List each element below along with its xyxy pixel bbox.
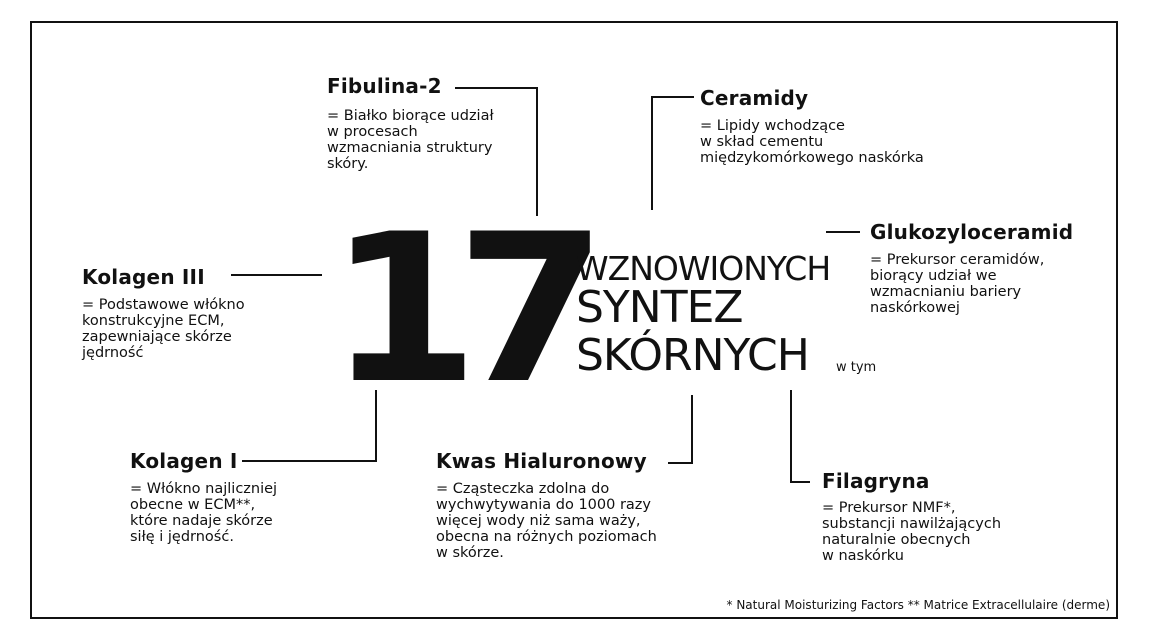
glukozyloceramid-desc: = Prekursor ceramidów, biorący udział we wzmacnianiu bariery naskórkowej	[870, 252, 1045, 316]
kolagen3-desc: = Podstawowe włókno konstrukcyjne ECM, zapewniające skórze jędrność	[82, 297, 245, 361]
fibulina-desc: = Białko biorące udział w procesach wzmacniania struktury skóry.	[327, 108, 494, 172]
ceramidy-desc: = Lipidy wchodzące w skład cementu międzykomórkowego naskórka	[700, 118, 924, 166]
connector-filagryna	[791, 390, 810, 482]
ceramidy-title: Ceramidy	[700, 86, 809, 110]
filagryna-title: Filagryna	[822, 469, 930, 493]
footnote: * Natural Moisturizing Factors ** Matrice Extracellulaire (derme)	[726, 598, 1110, 612]
connector-ceramidy	[652, 97, 694, 210]
headline-suffix: w tym	[836, 360, 877, 375]
kwas-title: Kwas Hialuronowy	[436, 449, 647, 473]
kwas-desc: = Cząsteczka zdolna do wychwytywania do 1000 razy więcej wody niż sama waży, obecna na różnych poziomach w skórze.	[436, 481, 657, 561]
kolagen1-desc: = Włókno najliczniej obecne w ECM**, które nadaje skórze siłę i jędrność.	[130, 481, 278, 545]
headline-line2: SYNTEZ	[576, 282, 743, 333]
headline-line3: SKÓRNYCH	[576, 330, 809, 381]
filagryna-desc: = Prekursor NMF*, substancji nawilżających naturalnie obecnych w naskórku	[822, 500, 1002, 564]
connector-kwas	[668, 395, 692, 463]
kolagen1-title: Kolagen I	[130, 449, 238, 473]
kolagen3-title: Kolagen III	[82, 265, 205, 289]
glukozyloceramid-title: Glukozyloceramid	[870, 220, 1074, 244]
headline-line1: WZNOWIONYCH	[576, 249, 831, 288]
fibulina-title: Fibulina-2	[327, 74, 442, 98]
big-number-17: 17	[328, 191, 584, 429]
